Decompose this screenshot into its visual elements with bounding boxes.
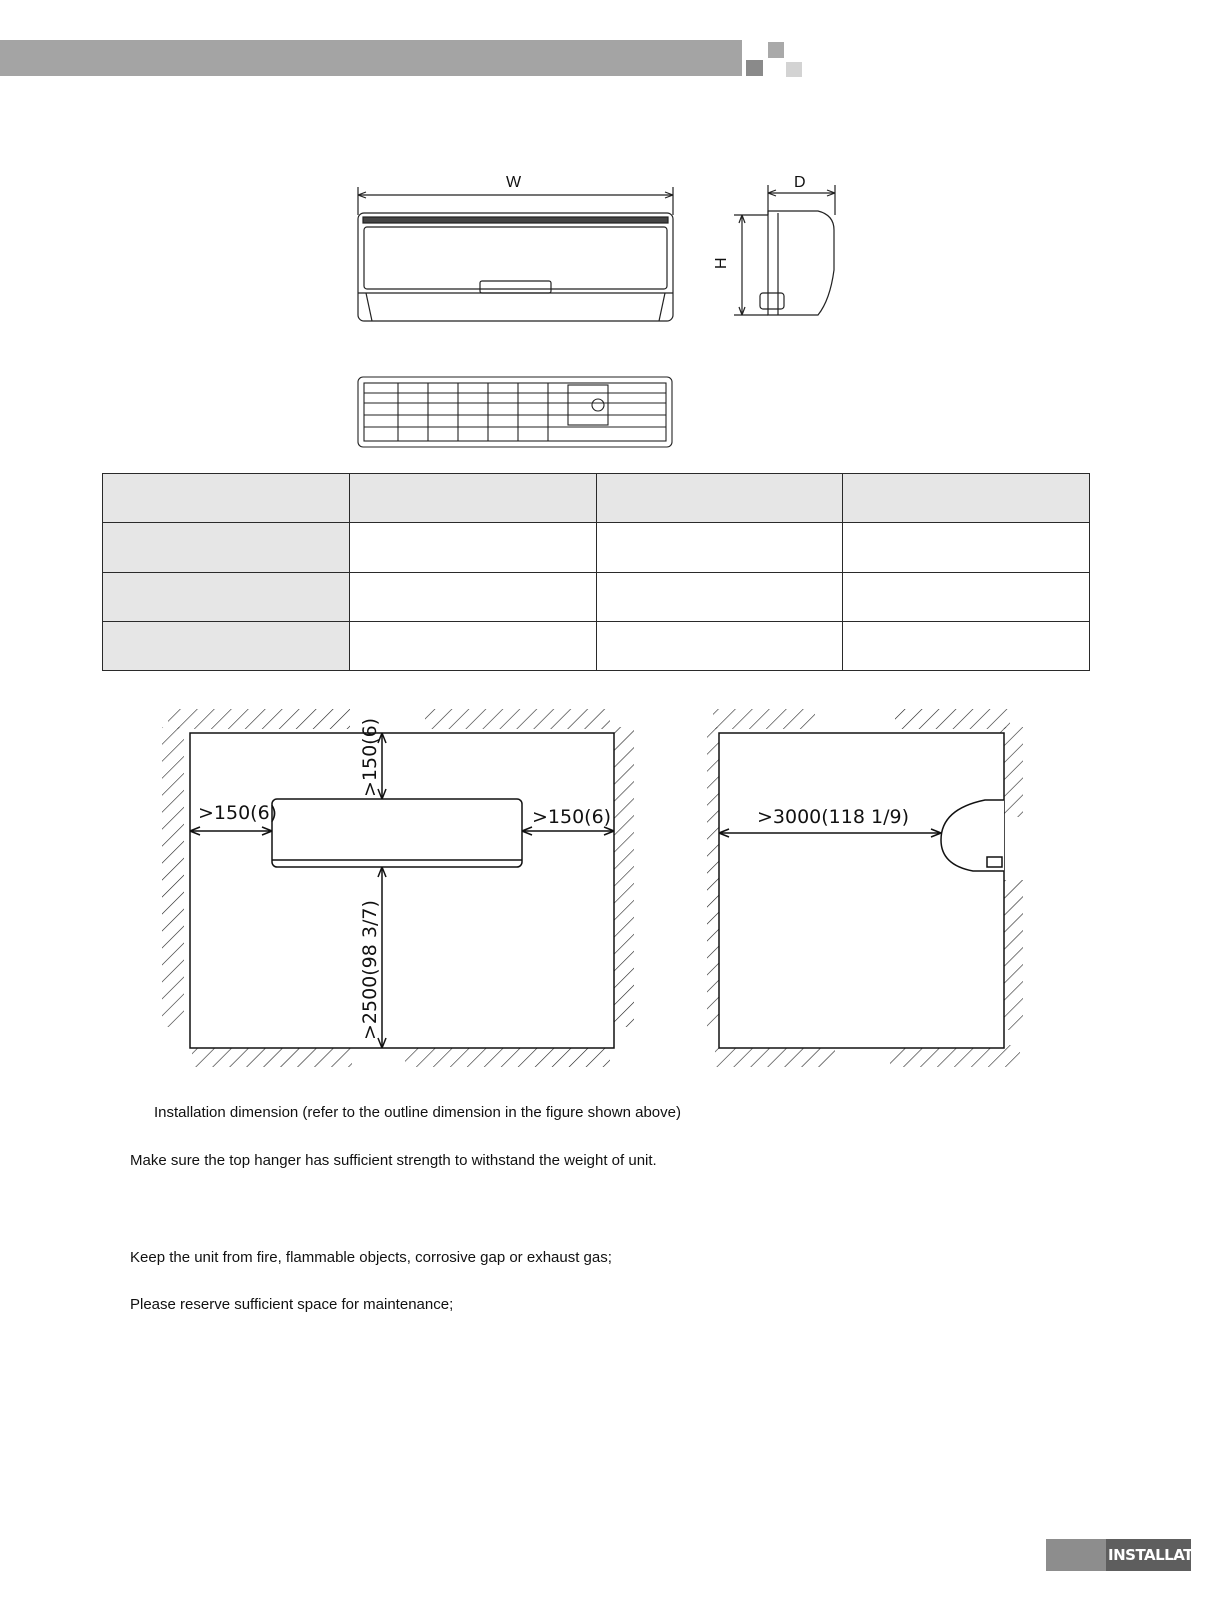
fire-note: Keep the unit from fire, flammable objects, corrosive gap or exhaust gas; <box>130 1249 612 1266</box>
table-cell <box>843 572 1090 621</box>
bottom-clearance-label: >2500(98 3/7) <box>359 900 381 1040</box>
table-row <box>103 621 1090 670</box>
depth-label: D <box>794 174 806 191</box>
table-cell <box>103 523 350 572</box>
right-clearance-label: >150(6) <box>532 806 612 828</box>
table-cell <box>843 523 1090 572</box>
table-cell <box>596 523 843 572</box>
table-cell <box>103 572 350 621</box>
install-note: Installation dimension (refer to the outline dimension in the figure shown above) <box>154 1104 681 1121</box>
width-label: W <box>506 174 522 191</box>
table-cell <box>596 474 843 523</box>
top-clearance-label: >150(6) <box>359 717 381 797</box>
left-clearance-label: >150(6) <box>198 802 278 824</box>
table-cell <box>596 572 843 621</box>
checker-squares-icon <box>726 40 806 80</box>
hanger-note: Make sure the top hanger has sufficient strength to withstand the weight of unit. <box>130 1152 657 1169</box>
table-row <box>103 572 1090 621</box>
clearance-front-diagram <box>150 705 640 1075</box>
table-cell <box>103 621 350 670</box>
table-cell <box>843 621 1090 670</box>
outline-side-view <box>713 174 850 325</box>
table-row <box>103 523 1090 572</box>
outline-rear-view <box>356 375 676 451</box>
front-clearance-label: >3000(118 1/9) <box>757 806 909 828</box>
height-label: H <box>713 257 730 269</box>
table-cell <box>349 474 596 523</box>
table-row <box>103 474 1090 523</box>
clearance-side-diagram <box>705 705 1035 1075</box>
section-tab-label: INSTALLATION <box>1108 1546 1222 1564</box>
section-tab <box>1046 1539 1222 1571</box>
table-cell <box>103 474 350 523</box>
table-cell <box>349 523 596 572</box>
table-cell <box>596 621 843 670</box>
table-cell <box>349 621 596 670</box>
spec-table <box>102 473 1090 671</box>
outline-front-view <box>350 175 680 325</box>
table-cell <box>349 572 596 621</box>
section-tab-block <box>1046 1539 1106 1571</box>
table-cell <box>843 474 1090 523</box>
space-note: Please reserve sufficient space for maintenance; <box>130 1296 454 1313</box>
header-bar <box>0 40 742 76</box>
